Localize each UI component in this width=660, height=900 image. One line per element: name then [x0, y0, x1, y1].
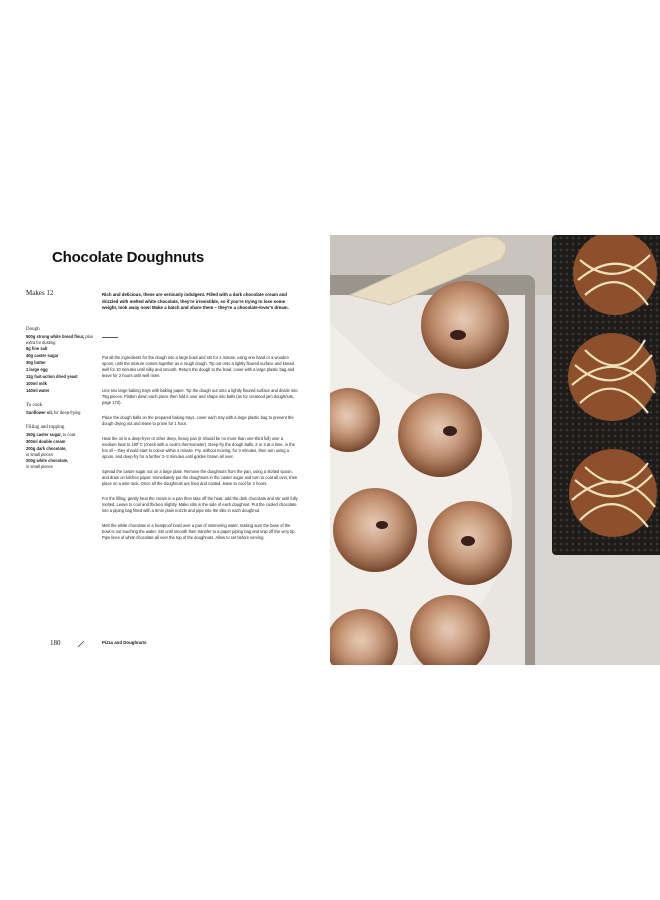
ingredient-item: 12g fast-action dried yeast — [26, 374, 78, 380]
ingredient-item: 500g strong white bread flour, plus extra for dusting — [26, 334, 93, 345]
ingredient-item: 140ml water — [26, 387, 50, 393]
sugar-doughnut — [333, 488, 417, 572]
ingredient-item: 8g fine salt — [26, 346, 48, 352]
ingredient-group-heading: To cook — [26, 403, 43, 409]
recipe-page — [0, 235, 330, 665]
ingredient-group-heading: Filling and topping — [26, 425, 65, 431]
recipe-intro: Rich and delicious, these are seriously indulgent. Filled with a dark chocolate cream and drizzled with melted white chocolate, they're irresistible, so if you're trying to lose some weight, look away now! Make a batch and share them – they're a chocolate-lover's dream. — [102, 292, 289, 311]
recipe-title: Chocolate Doughnuts — [52, 249, 205, 266]
method-steps — [102, 355, 298, 550]
ingredient-group-filling — [26, 424, 96, 469]
ingredient-item: 100ml milk — [26, 380, 47, 386]
ingredients-sidebar — [26, 291, 96, 471]
method-step: Melt the white chocolate in a heatproof bowl over a pan of simmering water, making sure the base of the bowl is not touching the water. Stir until smooth then transfer to a paper piping bag and snip off the very tip. Pipe lines of white chocolate all over the top of the doughnuts. Allow to set before serving. — [102, 522, 296, 541]
ingredient-item: 200g dark chocolate, in small pieces — [26, 446, 67, 457]
yield: Makes 12 — [26, 289, 54, 297]
method-step: Place the dough balls on the prepared baking trays, cover each tray with a large plastic bag to prevent the dough drying out and leave to prove for 1 hour. — [102, 415, 294, 427]
sugar-doughnut — [398, 393, 482, 477]
divider — [102, 337, 118, 338]
ingredient-item: 150g caster sugar, to coat — [26, 432, 76, 438]
ingredient-item: Sunflower oil, for deep-frying — [26, 410, 81, 416]
drizzled-doughnut — [568, 333, 656, 421]
method-step: For the filling, gently heat the cream in a pan then take off the heat, add the dark chocolate and stir until fully melted. Leave to cool and thicken slightly. Make slits in the side of each doughnut. Put the cooled chocolate into a piping bag fitted with a 5mm plain nozzle and pipe into the slits in each doughnut. — [102, 495, 298, 514]
ingredient-group-dough — [26, 326, 96, 393]
slash-icon — [77, 640, 85, 648]
ingredient-item: 40g caster sugar — [26, 353, 59, 359]
page-number: 180 — [50, 639, 61, 647]
method-step: Line two large baking trays with baking paper. Tip the dough out onto a lightly floured surface and divide into 75g pieces. Flatten down each piece then fold it over and shape into balls (as for creamed jam doughnuts, page 173). — [102, 388, 298, 406]
drizzled-doughnut — [569, 449, 657, 537]
method-step: Spread the caster sugar out on a large plate. Remove the doughnuts from the pan, using a slotted spoon, and drain on kitchen paper. Immediately put the doughnuts in the caster sugar and turn to coat all over, then place on a wire rack. Once all the doughnuts are fried and coated, leave to cool for 2 hours. — [102, 468, 298, 487]
sugar-doughnut — [421, 281, 509, 369]
ingredient-group-to-cook — [26, 402, 96, 415]
ingredient-item: 300ml double cream — [26, 439, 66, 445]
ingredient-item: 200g white chocolate, in small pieces — [26, 458, 69, 469]
ingredient-item: 1 large egg — [26, 367, 48, 373]
doughnuts-photo — [330, 235, 660, 665]
sugar-doughnut — [428, 501, 512, 585]
ingredient-group-heading: Dough — [26, 327, 40, 333]
page-footer — [0, 639, 330, 651]
ingredient-item: 30g butter — [26, 360, 46, 366]
method-step: Put all the ingredients for the dough into a large bowl and stir for 1 minute, using one hand or a wooden spoon, until the mixture comes together as a rough dough. Tip out onto a lightly floured surface and knead well for 10 minutes until silky and smooth. Return the dough to the bowl, cover with a large plastic bag and leave for 2 hours until well risen. — [102, 355, 295, 379]
method-step: Heat the oil in a deep-fryer or other deep, heavy pan (it should be no more than one-third full) over a medium heat to 180°C (check with a cook's thermometer). Deep-fry the dough balls, 2 or 3 at a time, in the hot oil – they should start to colour within a minute. Fry, without moving, for 3 minutes, then turn using a spoon, and deep-fry for a further 2–3 minutes until golden brown all over. — [102, 435, 295, 460]
photo-illustration — [330, 235, 660, 665]
section-name: Pizza and Doughnuts — [102, 640, 147, 645]
